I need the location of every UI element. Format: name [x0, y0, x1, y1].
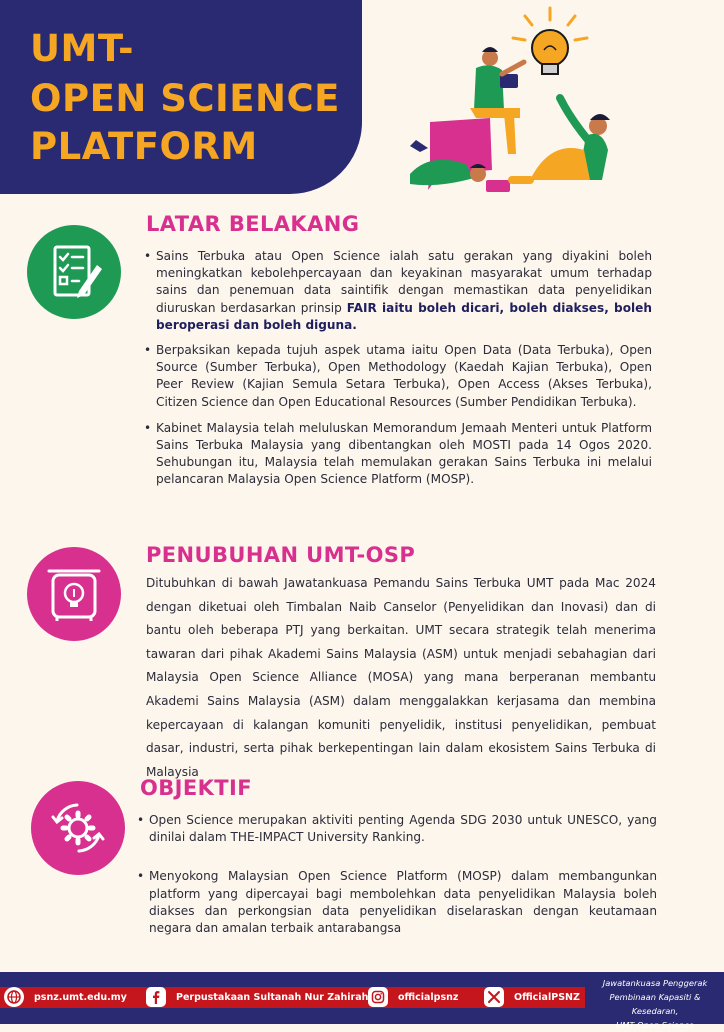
- footer-website-text: psnz.umt.edu.my: [34, 991, 127, 1003]
- footer-x-text: OfficialPSNZ: [514, 991, 580, 1003]
- list-item: [144, 420, 652, 489]
- scale-lightbulb-icon: [27, 547, 121, 641]
- checklist-pencil-icon: [27, 225, 121, 319]
- list-item: [137, 812, 657, 846]
- list-item: [144, 248, 652, 334]
- lightbulb-icon: [532, 30, 568, 74]
- list-item: [137, 868, 657, 937]
- latar-belakang-list: [144, 248, 652, 489]
- bullet-text: Open Science merupakan aktiviti penting Agenda SDG 2030 untuk UNESCO, yang dinilai dalam THE-IMPACT University Ranking.: [149, 813, 657, 845]
- bullet-text: Menyokong Malaysian Open Science Platform (MOSP) dalam membangunkan platform yang dipercayai bagi membolehkan data penyelidikan Malaysia boleh diakses dan perkongsian data penyelidikan diselaraskan dengan keutamaan negara dan amalan terbaik antarabangsa: [149, 869, 657, 936]
- x-twitter-icon: [484, 987, 504, 1007]
- section-title-latar-belakang: LATAR BELAKANG: [146, 212, 360, 236]
- title-line-1: UMT-: [30, 27, 135, 70]
- title-line-2: OPEN SCIENCE: [30, 77, 340, 120]
- instagram-icon: [368, 987, 388, 1007]
- reclining-person-icon: [512, 98, 610, 180]
- footer-website-link[interactable]: [4, 984, 127, 1010]
- section-title-objektif: OBJEKTIF: [140, 776, 252, 800]
- penubuhan-paragraph: Ditubuhkan di bawah Jawatankuasa Pemandu Sains Terbuka UMT pada Mac 2024 dengan diketuai oleh Timbalan Naib Canselor (Penyelidikan dan Inovasi) dan di bantu oleh beberapa PTJ yang berkaitan. UMT secara strategik telah menerima tawaran dari pihak Akademi Sains Malaysia (ASM) untuk menjadi sebahagian dari Malaysia Open Science Alliance (MOSA) yang mana berperanan membantu Akademi Sains Malaysia (ASM) dalam menggalakkan kerjasama dan membina kepercayaan di kalangan komuniti penyelidik, institusi penyelidikan, pembuat dasar, industri, serta pihak berkepentingan lain dalam ekosistem Sains Terbuka di Malaysia: [146, 576, 656, 779]
- bullet-bold-text: FAIR iaitu boleh dicari, boleh diakses, boleh beroperasi dan boleh diguna.: [156, 300, 652, 332]
- title-line-3: PLATFORM: [30, 125, 258, 168]
- gear-cycle-icon: [31, 781, 125, 875]
- footer-instagram-text: officialpsnz: [398, 991, 459, 1003]
- committee-line-2: Pembinaan Kapasiti & Kesedaran,: [609, 992, 701, 1016]
- committee-line-1: Jawatankuasa Penggerak: [602, 978, 708, 988]
- facebook-icon: [146, 987, 166, 1007]
- header-banner: [0, 0, 362, 194]
- footer-x-link[interactable]: [484, 984, 580, 1010]
- bullet-text: Kabinet Malaysia telah meluluskan Memorandum Jemaah Menteri untuk Platform Sains Terbuka Malaysia yang dibentangkan oleh MOSTI pada 14 Ogos 2020. Sehubungan itu, Malaysia telah memulakan gerakan Sains Terbuka ini melalui pelancaran Malaysia Open Science Platform (MOSP).: [156, 420, 652, 487]
- section-title-penubuhan: PENUBUHAN UMT-OSP: [146, 543, 416, 567]
- footer-facebook-text: Perpustakaan Sultanah Nur Zahirah: [176, 991, 369, 1003]
- committee-line-3: UMT Open Science: [616, 1020, 694, 1030]
- bullet-text: Berpaksikan kepada tujuh aspek utama iaitu Open Data (Data Terbuka), Open Source (Sumber Terbuka), Open Methodology (Kaedah Kajian Terbuka), Open Peer Review (Kajian Semula Setara Terbuka), Open Access (Akses Terbuka), Citizen Science dan Open Educational Resources (Sumber Pendidikan Terbuka).: [156, 343, 652, 409]
- globe-icon: [4, 987, 24, 1007]
- bullet-text: Sains Terbuka atau Open Science ialah satu gerakan yang diyakini boleh meningkatkan kebolehpercayaan dan keyakinan masyarakat umum terhadap sains dan penemuan data saintifik dengan memastikan data penyelidikan diuruskan berdasarkan prinsip: [156, 249, 652, 315]
- hero-illustration: [400, 2, 640, 198]
- list-item: [144, 342, 652, 411]
- objektif-list: [137, 812, 657, 937]
- footer-instagram-link[interactable]: [368, 984, 458, 1010]
- footer-facebook-link[interactable]: [146, 984, 368, 1010]
